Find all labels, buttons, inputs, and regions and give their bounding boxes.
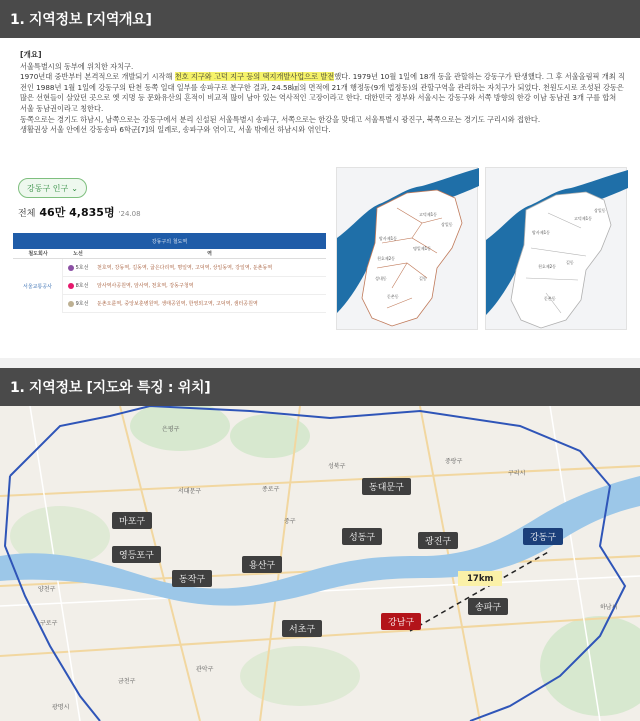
section-title: 1. 지역정보 [지역개요]	[0, 0, 640, 38]
table-row	[63, 295, 326, 313]
minimap-label: 암사제1동	[532, 230, 551, 235]
map-place-label: 양천구	[38, 586, 56, 593]
line-name: 8호선	[75, 283, 89, 289]
minimap-label: 상일동	[594, 208, 606, 213]
minimap-label: 길동	[419, 276, 427, 281]
district-label-mapo[interactable]: 마포구	[112, 512, 152, 529]
overview-paragraph-4: 생활권상 서울 안에선 강동송파 6학군[7]의 일례로, 송파구와 엮이고, 서울 밖에선 하남시와 엮인다.	[20, 125, 331, 135]
seoul-location-map[interactable]	[0, 406, 640, 721]
population-prefix: 전체	[18, 209, 36, 219]
highlighted-text: 천호 지구와 고덕 지구 등의 택지개발사업으로 발전	[174, 72, 335, 82]
station-list[interactable]: 암사역사공원역, 암사역, 천호역, 강동구청역	[97, 283, 194, 289]
overview-paragraph-2	[20, 72, 625, 114]
district-label-gwangjin[interactable]: 광진구	[418, 532, 458, 549]
population-button-label: 강동구 인구	[27, 183, 69, 193]
population-button[interactable]	[18, 178, 87, 198]
minimap-label: 둔촌동	[544, 296, 556, 301]
map-place-label: 중구	[284, 518, 296, 525]
column-header: 역	[207, 251, 212, 257]
district-label-seocho[interactable]: 서초구	[282, 620, 322, 637]
district-label-songpa[interactable]: 송파구	[468, 598, 508, 615]
district-label-yongsan[interactable]: 용산구	[242, 556, 282, 573]
column-header: 철도회사	[28, 251, 48, 257]
station-list[interactable]: 천호역, 강동역, 길동역, 굽은다리역, 명일역, 고덕역, 상일동역, 강일역, 둔촌동역	[97, 265, 273, 271]
distance-label: 17km	[458, 571, 502, 586]
map-place-label: 금천구	[118, 678, 136, 685]
district-label-gangdong[interactable]: 강동구	[523, 528, 563, 545]
legal-dong-map	[485, 167, 627, 330]
district-label-dongjak[interactable]: 동작구	[172, 570, 212, 587]
region-overview-section	[0, 0, 640, 358]
column-header: 노선	[73, 251, 83, 257]
railway-table-header: 강동구의 철도역	[13, 233, 326, 249]
legal-map-svg	[486, 168, 628, 331]
minimap-label: 천호제2동	[538, 264, 557, 269]
map-base-svg	[0, 406, 640, 721]
location-map-section	[0, 368, 640, 721]
chevron-down-icon: ⌄	[71, 183, 78, 193]
district-label-dongdaemun[interactable]: 동대문구	[362, 478, 411, 495]
minimap-label: 고덕제1동	[574, 216, 593, 221]
population-year: '24.08	[118, 210, 141, 218]
section-divider	[0, 358, 640, 368]
line-name: 5호선	[75, 265, 89, 271]
text-segment: 했다. 1979년 10월 1일에 18개 동을 관할하는 강동구가 탄생했다. 그 후 서울올림픽 개최 직전인 1988년 1월 1일에 강동구의 탄천 동쪽 일대 일부를 송파구로 분구한 결과, 24.58㎢의 면적에 21개 행정동(9개 법정동)의 관할구역을 관리하는 자치구가 되었다. 천원도시로 조성된 강동은 많은 선현들이 살았던 곳으로 옛 지명 등 문화유산의 흔적이 비교적 많이 남아 있는 역사적인 고장이라고 한다. 대한민국 정부와 서울시는 강동구와 서쪽 방향의 한강 이남 동남권 3개 구를 합쳐 서울 동남권이라고 칭한다.	[20, 72, 625, 113]
district-label-yeongdeungpo[interactable]: 영등포구	[112, 546, 161, 563]
minimap-label: 성내동	[375, 276, 387, 281]
section-title: 1. 지역정보 [지도와 특징 : 위치]	[0, 368, 640, 406]
railway-operator: 서울교통공사	[13, 259, 63, 313]
map-place-label: 광명시	[52, 704, 70, 711]
overview-paragraph-3: 동쪽으로는 경기도 하남시, 남쪽으로는 강동구에서 분리 신설된 서울특별시 송파구, 서쪽으로는 한강을 맞대고 서울특별시 광진구, 북쪽으로는 경기도 구리시와 접한다.	[20, 114, 541, 124]
overview-text	[20, 50, 625, 136]
minimap-label: 암사제1동	[379, 236, 398, 241]
minimap-label: 상일동	[441, 222, 453, 227]
map-place-label: 은평구	[162, 426, 180, 433]
overview-title: [개요]	[20, 50, 42, 59]
railway-table	[13, 233, 326, 313]
map-place-label: 중랑구	[445, 458, 463, 465]
minimap-label: 천호제2동	[377, 256, 396, 261]
map-place-label: 구로구	[40, 620, 58, 627]
district-label-seongdong[interactable]: 성동구	[342, 528, 382, 545]
table-row	[63, 259, 326, 277]
station-list[interactable]: 둔촌오륜역, 중앙보훈병원역, 생태공원역, 한영외고역, 고덕역, 샘터공원역	[97, 301, 258, 307]
district-label-gangnam[interactable]: 강남구	[381, 613, 421, 630]
text-segment: 1970년대 중반부터 본격적으로 개발되기 시작해	[20, 72, 175, 82]
map-place-label: 서대문구	[178, 488, 202, 495]
population-summary	[18, 204, 141, 220]
line-cell	[63, 277, 93, 294]
map-place-label: 하남시	[600, 604, 618, 611]
overview-line-1: 서울특별시의 동부에 위치한 자치구.	[20, 61, 134, 71]
railway-table-columns	[13, 249, 326, 259]
population-value: 46만 4,835명	[39, 206, 115, 219]
map-place-label: 구리시	[508, 470, 526, 477]
map-place-label: 관악구	[196, 666, 214, 673]
minimap-label: 고덕제1동	[419, 212, 438, 217]
line-cell	[63, 259, 93, 276]
line-cell	[63, 295, 93, 312]
line-dot-icon	[68, 265, 74, 271]
table-row	[63, 277, 326, 295]
district-map-svg	[337, 168, 479, 331]
minimap-label: 길동	[566, 260, 574, 265]
map-place-label: 종로구	[262, 486, 280, 493]
line-name: 9호선	[75, 301, 89, 307]
line-dot-icon	[68, 301, 74, 307]
minimap-label: 둔촌동	[387, 294, 399, 299]
minimap-label: 명일제1동	[413, 246, 432, 251]
line-dot-icon	[68, 283, 74, 289]
map-place-label: 성북구	[328, 463, 346, 470]
district-boundary-map	[336, 167, 478, 330]
